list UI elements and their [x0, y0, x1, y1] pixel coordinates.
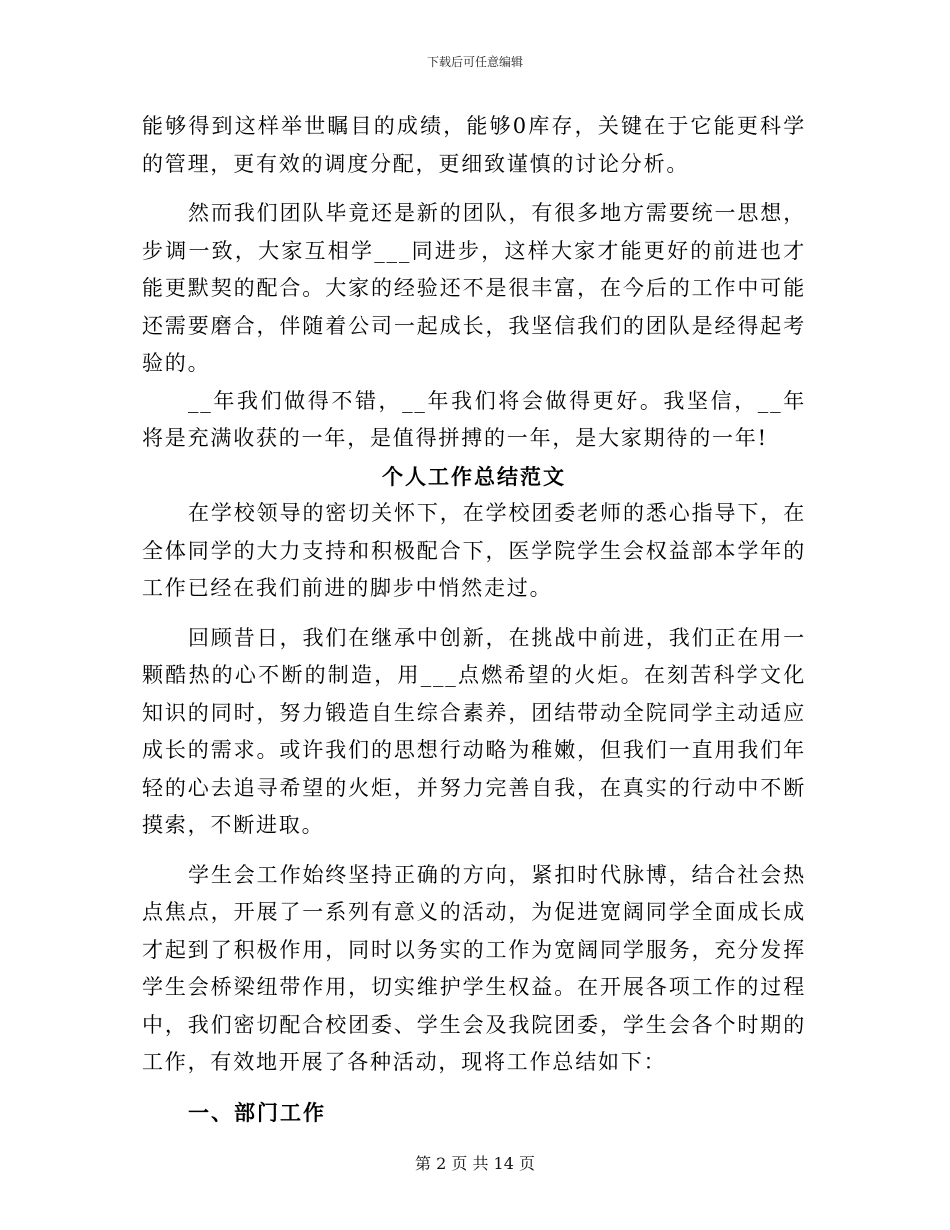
paragraph-intro: 在学校领导的密切关怀下，在学校团委老师的悉心指导下，在全体同学的大力支持和积极配合下，医学院学生会权益部本学年的工作已经在我们前进的脚步中悄然走过。 [142, 501, 806, 600]
subheading-department-work: 一、部门工作 [188, 1099, 326, 1125]
section-title: 个人工作总结范文 [382, 463, 566, 489]
paragraph-review: 回顾昔日，我们在继承中创新，在挑战中前进，我们正在用一颗酷热的心不断的制造，用___点燃希望的火炬。在刻苦科学文化知识的同时，努力锻造自生综合素养，团结带动全院同学主动适应成长的需求。或许我们的思想行动略为稚嫩，但我们一直用我们年轻的心去追寻希望的火炬，并努力完善自我，在真实的行动中不断摸索，不断进取。 [142, 625, 806, 837]
paragraph-team: 然而我们团队毕竟还是新的团队，有很多地方需要统一思想，步调一致，大家互相学___同进步，这样大家才能更好的前进也才能更默契的配合。大家的经验还不是很丰富，在今后的工作中可能还需要磨合，伴随着公司一起成长，我坚信我们的团队是经得起考验的。 [142, 201, 806, 375]
document-body [142, 108, 806, 1131]
paragraph-continuation: 能够得到这样举世瞩目的成绩，能够0库存，关键在于它能更科学的管理，更有效的调度分配，更细致谨慎的讨论分析。 [142, 114, 806, 176]
page-footer: 第 2 页 共 14 页 [415, 1154, 535, 1173]
paragraph-year-outlook: __年我们做得不错，__年我们将会做得更好。我坚信，__年将是充满收获的一年，是值得拼搏的一年，是大家期待的一年! [142, 388, 806, 450]
paragraph-student-union: 学生会工作始终坚持正确的方向，紧扣时代脉博，结合社会热点焦点，开展了一系列有意义的活动，为促进宽阔同学全面成长成才起到了积极作用，同时以务实的工作为宽阔同学服务，充分发挥学生会桥梁纽带作用，切实维护学生权益。在开展各项工作的过程中，我们密切配合校团委、学生会及我院团委，学生会各个时期的工作，有效地开展了各种活动，现将工作总结如下： [142, 862, 806, 1074]
page-header: 下载后可任意编辑 [426, 55, 523, 69]
